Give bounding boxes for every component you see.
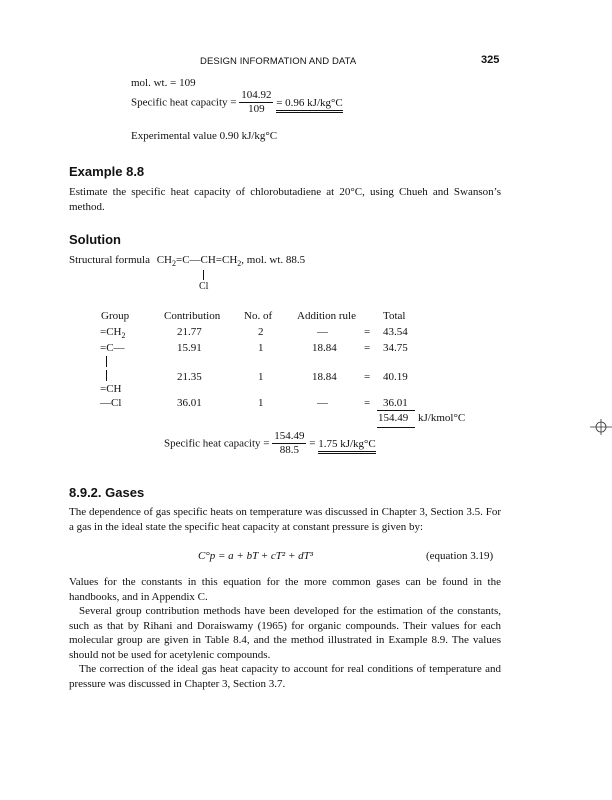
- cell-group: =C—: [100, 342, 125, 354]
- bottom-cp-denominator: 88.5: [279, 444, 299, 456]
- equation-ref: (equation 3.19): [426, 550, 494, 562]
- bottom-cp-label: Specific heat capacity =: [164, 437, 270, 450]
- sum-rule-line-lower: [377, 427, 415, 428]
- formula-bond-line: [203, 270, 204, 280]
- formula-part-a: CH: [156, 254, 172, 266]
- cell-group-sub: 2: [121, 331, 126, 341]
- formula-label: Structural formula: [69, 254, 150, 266]
- registration-mark-icon: [590, 416, 612, 438]
- top-cp-equation: [131, 89, 343, 116]
- th-addition-rule: Addition rule: [297, 310, 356, 322]
- section-para-4: The correction of the ideal gas heat capacity to account for real conditions of temperature and pressure was discussed in Chapter 3, Section 3.7.: [69, 663, 501, 690]
- section-para-3: Several group contribution methods have been developed for the estimation of the constants, such as that by Rihani and Doraiswamy (1965) for organic compounds. Their values for each molecular group are given in Table 8.4, and the method illustrated in Example 8.9. The values should not be used for acetylenic compounds.: [69, 605, 501, 661]
- top-cp-result: = 0.96 kJ/kg°C: [276, 97, 343, 113]
- th-no-of: No. of: [244, 310, 273, 322]
- section-para-1: The dependence of gas specific heats on temperature was discussed in Chapter 3, Section 3.5. For a gas in the ideal state the specific heat capacity at constant pressure is given by:: [69, 506, 501, 533]
- bottom-cp-equation: [164, 430, 376, 457]
- bottom-cp-eq: =: [309, 437, 316, 450]
- cell-contribution: 21.35: [177, 371, 202, 383]
- bottom-cp-fraction: [272, 430, 306, 457]
- cell-eq: =: [364, 397, 371, 409]
- page-number: 325: [481, 54, 500, 66]
- cell-group: —Cl: [100, 397, 122, 409]
- cell-contribution: 21.77: [177, 326, 202, 338]
- cell-count: 1: [258, 371, 264, 383]
- table-row-1-group: [100, 326, 125, 340]
- bond-line-upper: [106, 356, 107, 367]
- bottom-cp-numerator: 154.49: [274, 430, 305, 442]
- solution-heading: Solution: [69, 232, 121, 247]
- th-contribution: Contribution: [164, 310, 221, 322]
- sum-total: 154.49: [378, 412, 409, 424]
- cell-total: 40.19: [383, 371, 408, 383]
- formula-part-b: =C—CH=CH: [175, 254, 238, 266]
- sum-unit: kJ/kmol°C: [418, 412, 466, 424]
- th-group: Group: [101, 310, 130, 322]
- cell-eq: =: [364, 371, 371, 383]
- mol-wt-line: mol. wt. = 109: [131, 77, 196, 89]
- cell-contribution: 36.01: [177, 397, 202, 409]
- cell-rule: —: [317, 326, 328, 338]
- top-cp-denominator: 109: [248, 103, 265, 115]
- cell-eq: =: [364, 342, 371, 354]
- equation: C°p = a + bT + cT² + dT³: [198, 550, 314, 562]
- cell-total: 43.54: [383, 326, 408, 338]
- top-cp-fraction: [239, 89, 273, 116]
- cell-rule: 18.84: [312, 342, 337, 354]
- section-heading: 8.9.2. Gases: [69, 485, 145, 500]
- cell-group: =CH: [100, 326, 122, 338]
- cell-count: 2: [258, 326, 264, 338]
- structural-formula: [69, 254, 305, 268]
- cell-total: 36.01: [383, 397, 408, 409]
- cell-eq: =: [364, 326, 371, 338]
- running-title: DESIGN INFORMATION AND DATA: [200, 56, 357, 67]
- cell-total: 34.75: [383, 342, 408, 354]
- formula-sub-b: 2: [237, 259, 242, 269]
- formula-sub-a: 2: [171, 259, 176, 269]
- bond-line-lower: [106, 370, 107, 381]
- cell-rule: —: [317, 397, 328, 409]
- formula-part-c: , mol. wt. 88.5: [241, 254, 306, 266]
- cell-rule: 18.84: [312, 371, 337, 383]
- example-heading: Example 8.8: [69, 164, 145, 179]
- top-cp-numerator: 104.92: [241, 89, 272, 101]
- th-total: Total: [383, 310, 406, 322]
- example-text: Estimate the specific heat capacity of chlorobutadiene at 20°C, using Chueh and Swanson’s method.: [69, 186, 501, 213]
- sum-rule-line: [377, 410, 415, 411]
- bottom-cp-result: 1.75 kJ/kg°C: [318, 438, 376, 454]
- formula-cl: Cl: [199, 281, 209, 292]
- experimental-value: Experimental value 0.90 kJ/kg°C: [131, 130, 278, 142]
- cell-count: 1: [258, 342, 264, 354]
- cell-contribution: 15.91: [177, 342, 202, 354]
- cell-group: =CH: [100, 383, 122, 395]
- top-cp-label: Specific heat capacity =: [131, 96, 237, 109]
- cell-count: 1: [258, 397, 264, 409]
- section-para-2: Values for the constants in this equation for the more common gases can be found in the handbooks, and in Appendix C.: [69, 576, 501, 603]
